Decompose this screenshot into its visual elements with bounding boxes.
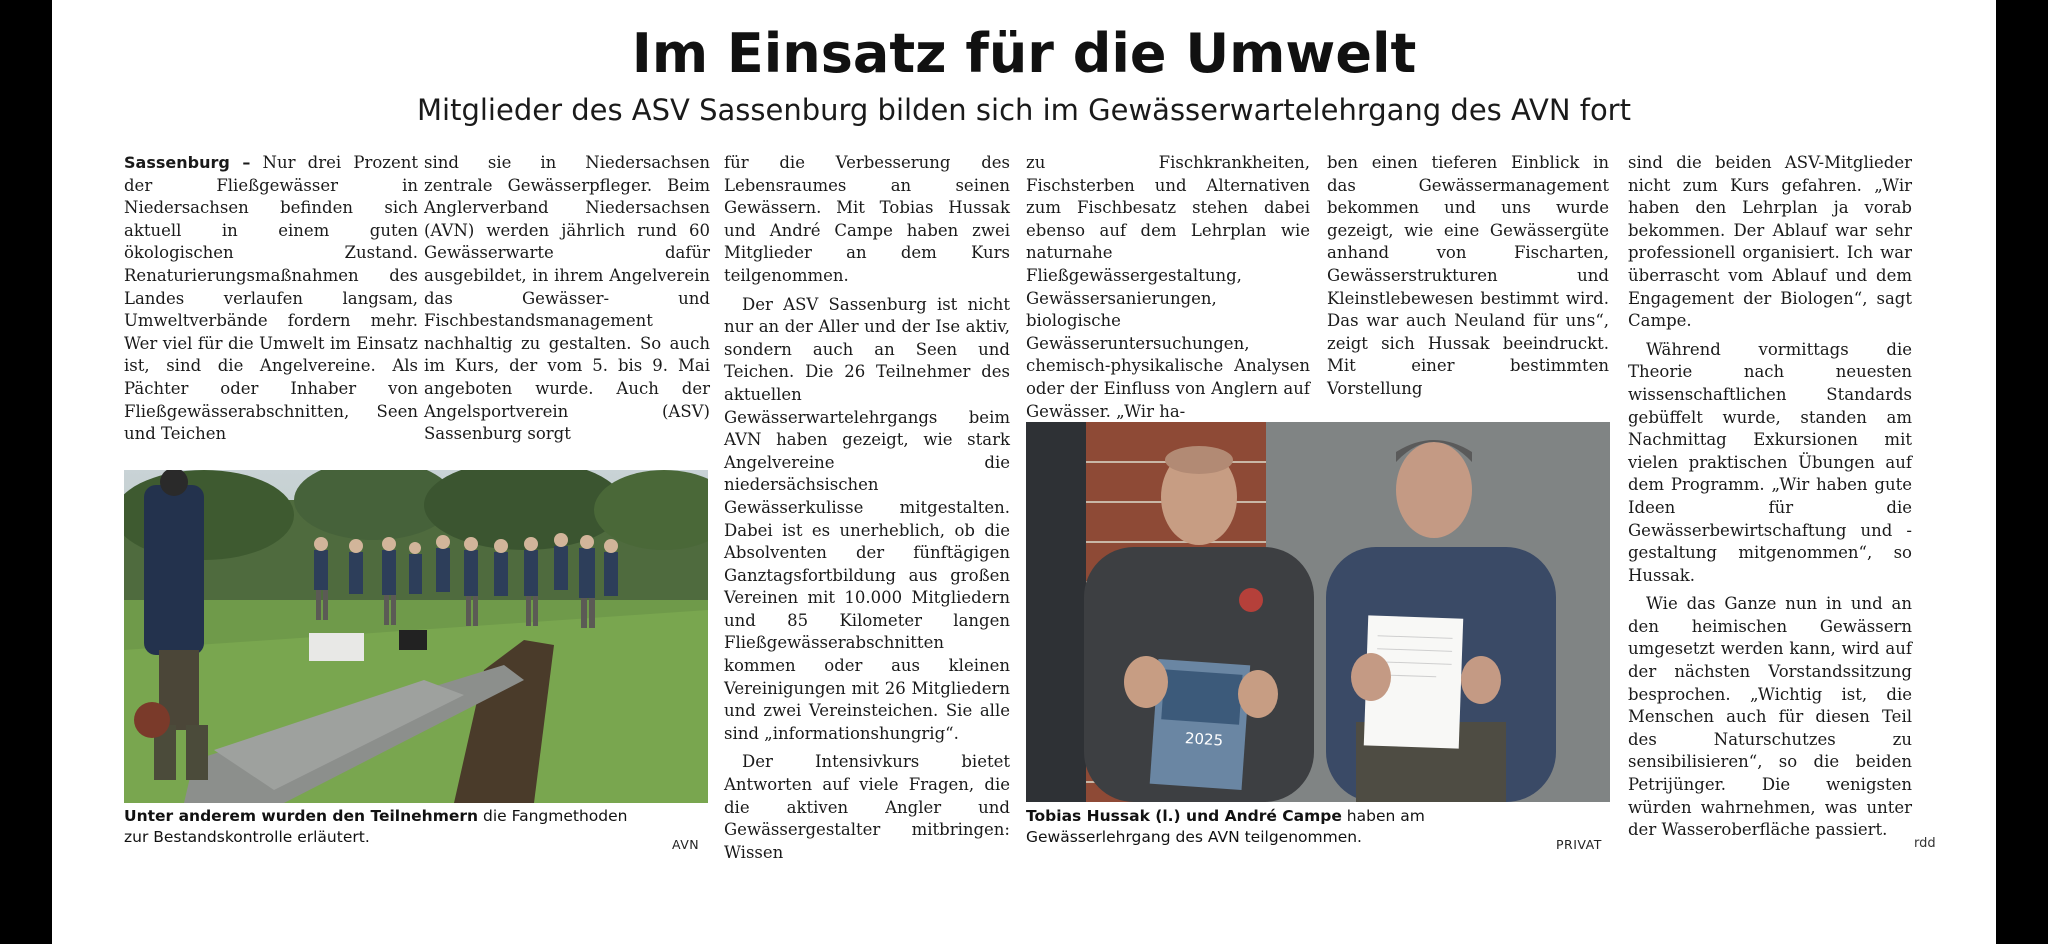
col5-text: ben einen tieferen Einblick in das Gewässermanagement bekommen und uns wurde gezeigt, wie eine Gewässergüte anhand von Fischarten, Gewässerstrukturen und Kleinstlebewesen bestimmt wird. Das war auch Neuland für uns“, zeigt sich Hussak beeindruckt. Mit einer bestimmten Vorstellung [1327, 153, 1609, 398]
photo2-caption [1026, 806, 1556, 848]
photo-participants-image [1026, 422, 1610, 802]
photo2-caption-text: haben am Gewässerlehrgang des AVN teilgenommen. [1026, 807, 1425, 846]
col3-para-3: Der Intensivkurs bietet Antworten auf viele Fragen, die die aktiven Angler und Gewässergestalter mitbringen: Wissen [724, 752, 1010, 862]
photo-course-image [124, 470, 708, 803]
photo2-caption-bold: Tobias Hussak (l.) und André Campe [1026, 807, 1342, 825]
col3-para-1: für die Verbesserung des Lebensraumes an seinen Gewässern. Mit Tobias Hussak und André Campe haben zwei Mitglieder an dem Kurs teilgenommen. [724, 153, 1010, 285]
col6-para-3: Wie das Ganze nun in und an den heimischen Gewässern umgesetzt werden kann, wird auf der nächsten Vorstandssitzung besprochen. „Wichtig ist, die Menschen auch für diesen Teil des Naturschutzes zu sensibilisieren“, so die beiden Petrijünger. Die wenigsten würden wahrnehmen, was unter der Wasseroberfläche passiert. [1628, 594, 1912, 840]
text-column-1 [124, 152, 418, 446]
text-column-4 [1026, 152, 1310, 423]
col4-text: zu Fischkrankheiten, Fischsterben und Alternativen zum Fischbesatz stehen dabei ebenso auf dem Lehrplan wie naturnahe Fließgewässergestaltung, Gewässersanierungen, biologische Gewässeruntersuchungen, chemisch-physikalische Analysen oder der Einfluss von Anglern auf Gewässer. „Wir ha- [1026, 153, 1310, 421]
photo1-credit: AVN [672, 837, 700, 852]
photo1-caption-bold: Unter anderem wurden den Teilnehmern [124, 807, 479, 825]
author-sign: rdd [1914, 836, 1936, 851]
col1-text: Nur drei Prozent der Fließgewässer in Niedersachsen befinden sich aktuell in einem guten ökologischen Zustand. Renaturierungsmaßnahmen des Landes verlaufen langsam, Umweltverbände fordern mehr. Wer viel für die Umwelt im Einsatz ist, sind die Angelvereine. Als Pächter oder Inhaber von Fließgewässerabschnitten, Seen und Teichen [124, 153, 419, 444]
headline: Im Einsatz für die Umwelt [631, 22, 1417, 85]
subheadline: Mitglieder des ASV Sassenburg bilden sich im Gewässerwartelehrgang des AVN fort [417, 93, 1631, 127]
col3-para-2: Der ASV Sassenburg ist nicht nur an der Aller und der Ise aktiv, sondern auch an Seen und Teichen. Die 26 Teilnehmer des aktuellen Gewässerwartelehrgangs beim AVN haben gezeigt, wie stark Angelvereine die niedersächsischen Gewässerkulisse mitgestalten. Dabei ist es unerheblich, ob die Absolventen der fünftägigen Ganztagsfortbildung aus großen Vereinen mit 10.000 Mitgliedern und 85 Kilometer langen Fließgewässerabschnitten kommen oder aus kleinen Vereinigungen mit 26 Mitgliedern und zwei Vereinsteichen. Sie alle sind „informationshungrig“. [724, 294, 1010, 743]
photo-participants [1026, 422, 1610, 802]
col6-para-1: sind die beiden ASV-Mitglieder nicht zum Kurs gefahren. „Wir haben den Lehrplan ja vorab bekommen. Der Ablauf war sehr professionell organisiert. Ich war überrascht vom Ablauf und dem Engagement der Biologen“, sagt Campe. [1628, 153, 1912, 331]
brochure-year: 2025 [1184, 729, 1224, 750]
photo-course-group [124, 470, 708, 803]
text-column-5 [1327, 152, 1609, 401]
dateline: Sassenburg – [124, 153, 251, 172]
col2-text: sind sie in Niedersachsen zentrale Gewässerpfleger. Beim Anglerverband Niedersachsen (AVN) werden jährlich rund 60 Gewässerwarte dafür ausgebildet, in ihrem Angelverein das Gewässer- und Fischbestandsmanagement nachhaltig zu gestalten. So auch im Kurs, der vom 5. bis 9. Mai angeboten wurde. Auch der Angelsportverein (ASV) Sassenburg sorgt [424, 153, 710, 444]
photo1-caption [124, 806, 654, 848]
photo1-caption-text: die Fangmethoden zur Bestandskontrolle erläutert. [124, 807, 628, 846]
col6-para-2: Während vormittags die Theorie nach neuesten wissenschaftlichen Standards gebüffelt wurde, standen am Nachmittag Exkursionen mit vielen praktischen Übungen auf dem Programm. „Wir haben gute Ideen für die Gewässerbewirtschaftung und -gestaltung mitgenommen“, so Hussak. [1628, 339, 1912, 585]
newspaper-page [52, 0, 1996, 944]
photo2-credit: PRIVAT [1556, 837, 1602, 852]
text-column-2 [424, 152, 710, 446]
text-column-6 [1628, 152, 1912, 842]
text-column-3 [724, 152, 1010, 864]
